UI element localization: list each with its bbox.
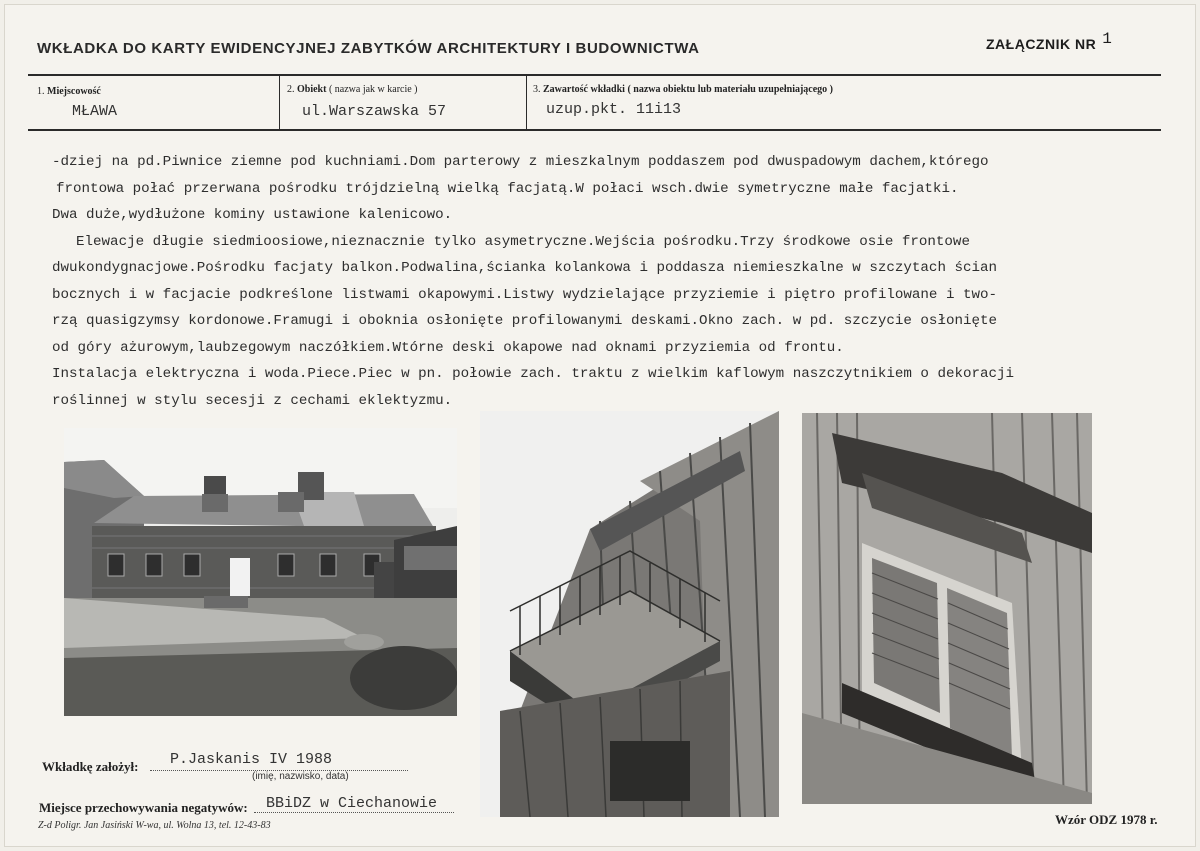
text-line: bocznych i w facjacie podkreślone listwami okapowymi.Listwy wydzielające przyziemie i piętro profilowane i two- [52, 286, 998, 303]
field-label-object: 2. Obiekt ( nazwa jak w karcie ) [287, 84, 418, 95]
form-version: Wzór ODZ 1978 r. [1055, 812, 1158, 827]
field-label-contents: 3. Zawartość wkładki ( nazwa obiektu lub materiału uzupełniającego ) [533, 84, 834, 95]
negatives-dotted-line [254, 812, 454, 813]
field-label-locality: 1. Miejscowość [37, 86, 101, 97]
attachment-value: 1 [1102, 30, 1113, 48]
attachment-label: ZAŁĄCZNIK NR [986, 36, 1097, 52]
text-line: -dziej na pd.Piwnice ziemne pod kuchniami.Dom parterowy z mieszkalnym poddaszem pod dwuspadowym dachem,którego [52, 154, 989, 170]
text-line: od góry ażurowym,laubzegowym naczółkiem.Wtórne deski okapowe nad oknami przyziemia od frontu. [52, 339, 844, 356]
text-line: roślinnej w stylu secesji z cechami eklektyzmu. [52, 392, 453, 409]
field-value-contents: uzup.pkt. 11i13 [546, 101, 682, 118]
text-line: dwukondygnacjowe.Pośrodku facjaty balkon.Podwalina,ścianka kolankowa i poddasza niemieszkalne w szczytach ścian [52, 260, 998, 276]
printer-imprint: Z-d Poligr. Jan Jasiński W-wa, ul. Wolna 13, tel. 12-43-83 [38, 820, 271, 831]
form-title: WKŁADKA DO KARTY EWIDENCYJNEJ ZABYTKÓW ARCHITEKTURY I BUDOWNICTWA [37, 40, 700, 57]
text-line: Instalacja elektryczna i woda.Piece.Piec w pn. połowie zach. traktu z wielkim kaflowym naszczytnikiem o dekoracji [52, 366, 1015, 382]
founder-note: (imię, nazwisko, data) [252, 771, 349, 782]
founder-value: P.Jaskanis IV 1988 [170, 751, 333, 768]
divider-2 [526, 76, 527, 130]
photo-balcony [480, 411, 779, 817]
photo-house-exterior [64, 428, 457, 716]
text-line: rzą quasigzymsy kordonowe.Framugi i obokniа osłonięte profilowanymi deskami.Okno zach. w pd. szczycie osłonięte [52, 313, 998, 329]
field-value-locality: MŁAWA [72, 103, 118, 120]
description-text [52, 149, 1192, 414]
negatives-label: Miejsce przechowywania negatywów: [39, 800, 248, 815]
founder-label: Wkładkę założył: [42, 759, 139, 774]
rule-top [28, 74, 1161, 76]
photo-window-detail [802, 413, 1092, 804]
text-line: Elewacje długie siedmioosiowe,nieznacznie tylko asymetryczne.Wejścia pośrodku.Trzy środkowe osie frontowe [76, 233, 970, 250]
negatives-value: BBiDZ w Ciechanowie [266, 795, 438, 812]
field-value-object: ul.Warszawska 57 [302, 103, 447, 120]
attachment-number [986, 30, 1113, 54]
rule-fields [28, 129, 1161, 131]
divider-1 [279, 76, 280, 130]
text-line: frontowa połać przerwana pośrodku trójdzielną wielką facjatą.W połaci wsch.dwie symetryczne małe facjatki. [56, 180, 959, 197]
text-line: Dwa duże,wydłużone kominy ustawione kalenicowo. [52, 207, 453, 223]
